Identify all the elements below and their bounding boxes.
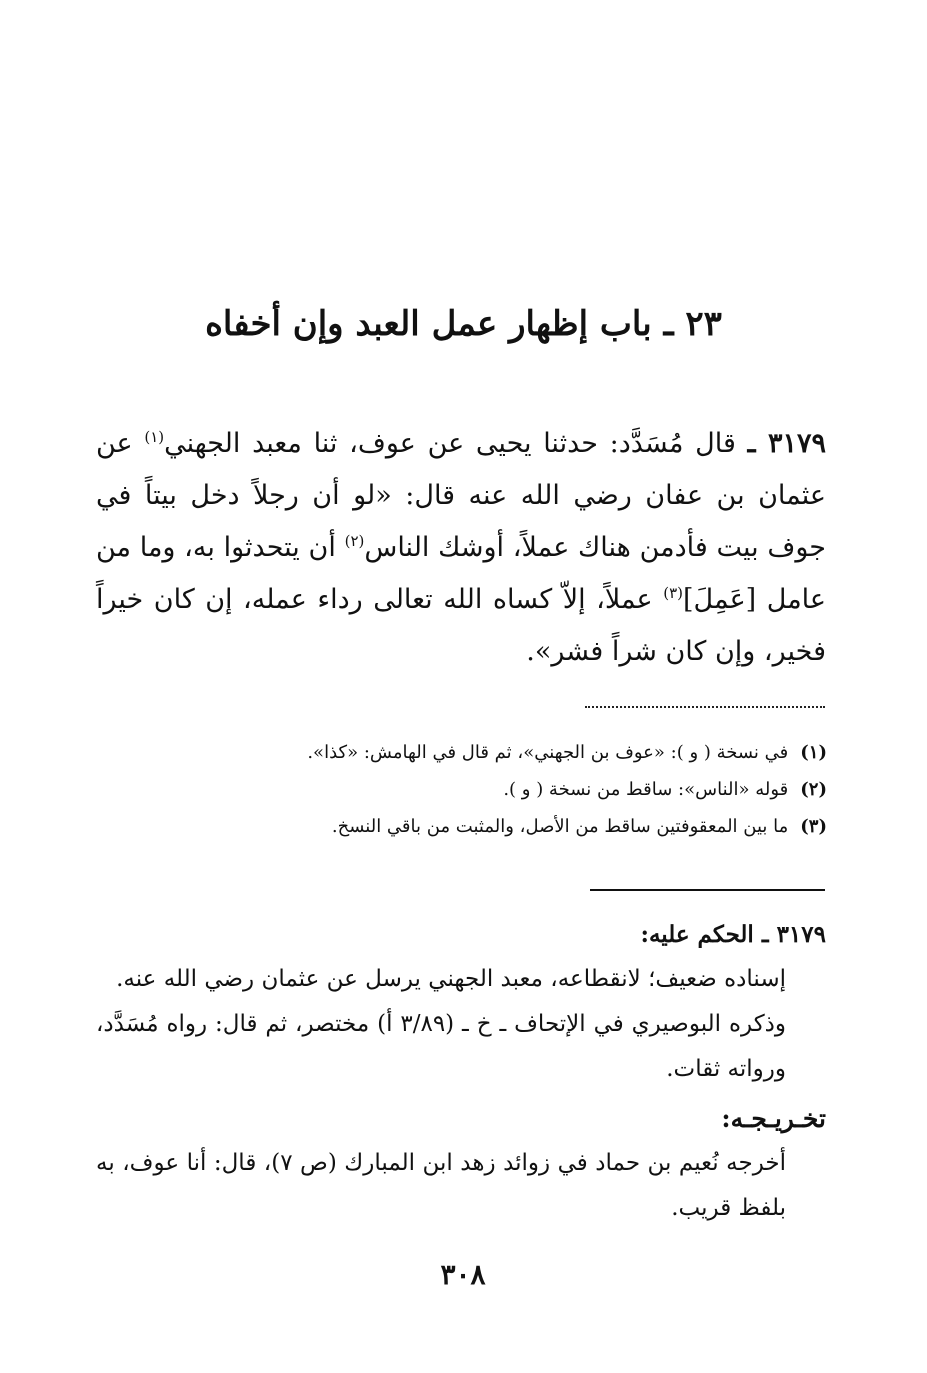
ruling-line-2: وذكره البوصيري في الإتحاف ـ خ ـ (٣/٨٩ أ) مختصر، ثم قال: رواه مُسَدَّد، ورواته ثقات. (96, 1011, 786, 1082)
footnote-number: (٣) (800, 816, 827, 837)
footnote-text: ما بين المعقوفتين ساقط من الأصل، والمثبت من باقي النسخ. (331, 816, 789, 837)
footnotes (100, 734, 827, 845)
footnote-marker-3: (٣) (663, 584, 683, 602)
footnote-3 (100, 808, 827, 845)
hadith-text (96, 418, 826, 678)
hadith-text-part3: أن يتحدثوا به، وما من عامل [عَمِلَ] (96, 532, 826, 615)
hadith-text-part4: عملاً، إلاّ كساه الله تعالى رداء عمله، إن كان خيراً فخير، وإن كان شراً فشر». (96, 584, 826, 667)
section-divider (590, 889, 825, 891)
chapter-title: ٢٣ ـ باب إظهار عمل العبد وإن أخفاه (205, 304, 722, 344)
footnote-marker-2: (٢) (344, 532, 365, 550)
footnote-1 (100, 734, 827, 771)
hadith-text-part2: عن عثمان بن عفان رضي الله عنه قال: «لو أن رجلاً دخل بيتاً في جوف بيت فأدمن هناك عملاً، أوشك الناس (96, 428, 827, 563)
takhrij-heading: تخـريـجـه: (721, 1104, 826, 1133)
footnote-marker-1: (١) (144, 428, 165, 446)
footnote-2 (100, 771, 827, 808)
page-number: ٣٠٨ (440, 1258, 486, 1291)
ruling-heading: ٣١٧٩ ـ الحكم عليه: (640, 921, 826, 948)
footnote-text: قوله «الناس»: ساقط من نسخة ( و ). (503, 779, 789, 800)
footnote-number: (١) (800, 742, 827, 763)
footnote-number: (٢) (800, 779, 827, 800)
hadith-number: ٣١٧٩ ـ (747, 428, 827, 459)
footnote-text: في نسخة ( و ): «عوف بن الجهني»، ثم قال في الهامش: «كذا». (307, 742, 789, 763)
footnote-separator (585, 706, 825, 708)
takhrij-text: أخرجه نُعيم بن حماد في زوائد زهد ابن المبارك (ص ٧)، قال: أنا عوف، به بلفظ قريب. (96, 1150, 786, 1221)
commentary (96, 912, 826, 1231)
hadith-paragraph (96, 418, 826, 678)
hadith-text-part1: قال مُسَدَّد: حدثنا يحيى عن عوف، ثنا معبد الجهني (164, 428, 748, 459)
ruling-line-1: إسناده ضعيف؛ لانقطاعه، معبد الجهني يرسل عن عثمان رضي الله عنه. (116, 966, 786, 992)
